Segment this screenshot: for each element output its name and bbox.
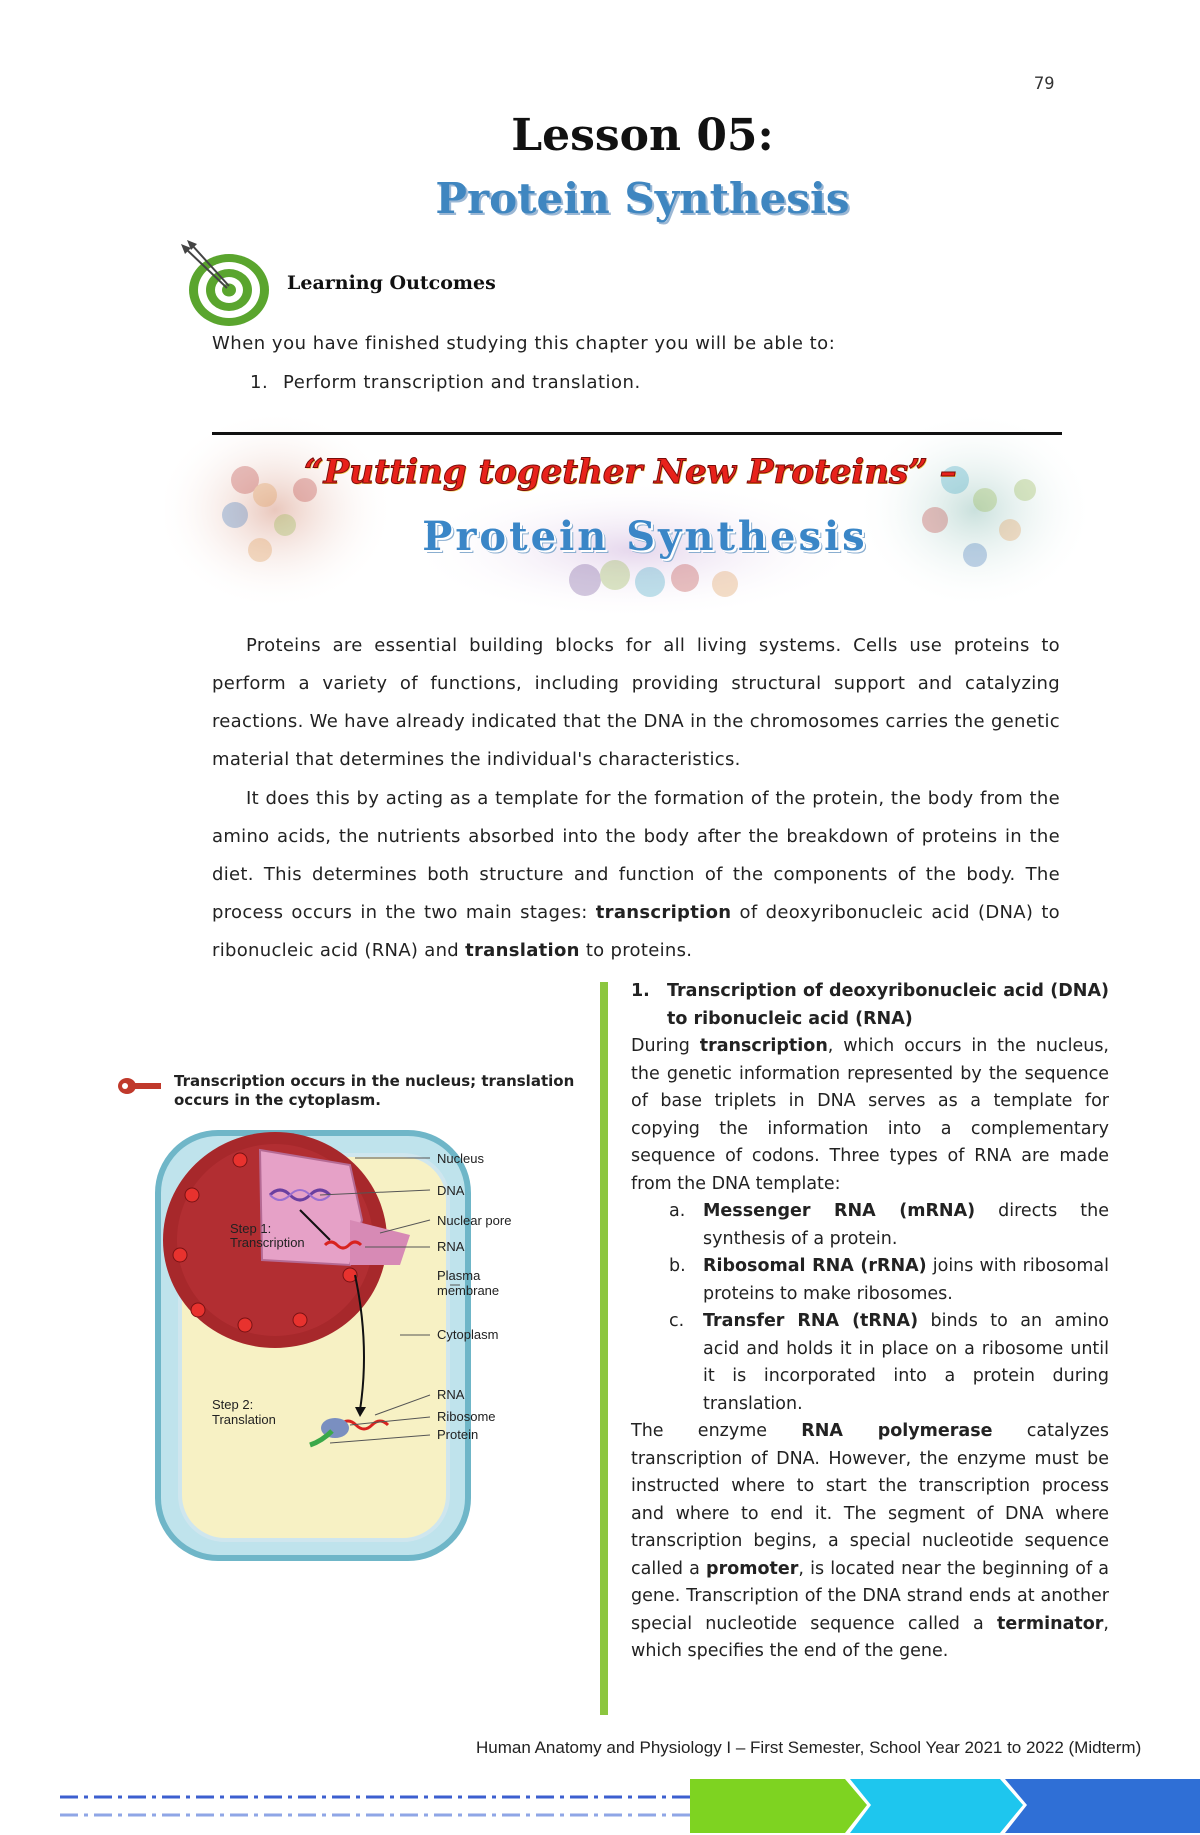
figure-caption: Transcription occurs in the nucleus; translation occurs in the cytoplasm.	[174, 1072, 575, 1109]
label-step1: Step 1:	[230, 1221, 272, 1236]
item-number: 1.	[250, 372, 269, 393]
paragraph-text: Proteins are essential building blocks for all living systems. Cells use proteins to perform a variety of functions, including providing structural support and catalyzing reactions. We have already indicated that the DNA in the chromosomes carries the genetic material that determines the individual's characteristics.	[212, 635, 1060, 770]
section-heading-text: Transcription of deoxyribonucleic acid (DNA) to ribonucleic acid (RNA)	[667, 981, 1109, 1029]
term-transcription: transcription	[595, 902, 732, 923]
key-icon	[117, 1077, 163, 1095]
closing-text: catalyzes transcription of DNA. However, the enzyme must be instructed where to start the transcription process and where to end it. The segment of DNA where transcription begins, a special nucleotide sequence called a	[631, 1421, 1109, 1579]
label-nuclear-pore: Nuclear pore	[437, 1213, 512, 1228]
section-accent-bar	[600, 982, 608, 1715]
label-plasma: Plasma	[437, 1268, 481, 1283]
term-mrna: Messenger RNA (mRNA)	[703, 1201, 976, 1221]
closing-text: The enzyme	[631, 1421, 802, 1441]
list-letter: b.	[669, 1256, 686, 1276]
term-translation: translation	[465, 940, 580, 961]
term-terminator: terminator	[997, 1613, 1104, 1634]
banner-quote: “Putting together New Proteins” –	[304, 452, 957, 492]
banner-divider	[212, 432, 1062, 435]
paragraph-text: of deoxyribonucleic acid (DNA) to ribonucleic acid (RNA) and	[212, 902, 1060, 961]
body-paragraph-1	[212, 627, 1060, 779]
term-rna-polymerase: RNA polymerase	[801, 1421, 993, 1441]
label-step2: Step 2:	[212, 1397, 254, 1412]
list-description: joins with ribosomal proteins to make ribosomes.	[703, 1256, 1109, 1304]
section-closing	[631, 1418, 1109, 1666]
transcription-section	[631, 978, 1109, 1666]
list-text	[703, 1253, 1109, 1308]
label-transcription: Transcription	[230, 1235, 305, 1250]
lesson-title: Lesson 05:	[511, 110, 774, 161]
paragraph-text: to proteins.	[579, 940, 693, 961]
list-item	[669, 1198, 1109, 1253]
list-letter: a.	[669, 1201, 686, 1221]
banner-title: Protein Synthesis	[422, 513, 868, 560]
body-paragraph-2	[212, 780, 1060, 970]
list-item	[669, 1253, 1109, 1308]
intro-text: , which occurs in the nucleus, the genetic information represented by the sequence of base triplets in DNA serves as a template for copying the information into a complementary sequence of codons. Three types of RNA are made from the DNA template:	[631, 1036, 1109, 1194]
footer-decoration	[55, 1775, 1200, 1835]
cell-diagram	[150, 1125, 610, 1565]
list-item	[669, 1308, 1109, 1418]
footer-text: Human Anatomy and Physiology I – First Semester, School Year 2021 to 2022 (Midterm)	[476, 1738, 1142, 1757]
closing-text: , is located near the beginning of a gene. Transcription of the DNA strand ends at another special nucleotide sequence called a	[631, 1558, 1110, 1634]
list-letter: c.	[669, 1311, 685, 1331]
label-ribosome: Ribosome	[437, 1409, 496, 1424]
item-text: Perform transcription and translation.	[283, 372, 641, 393]
term-rrna: Ribosomal RNA (rRNA)	[703, 1256, 927, 1276]
label-membrane: membrane	[437, 1283, 500, 1298]
term-transcription: transcription	[699, 1036, 828, 1056]
label-rna-2: RNA	[437, 1387, 465, 1402]
label-nucleus: Nucleus	[437, 1151, 484, 1166]
list-description: binds to an amino acid and holds it in place on a ribosome until it is incorporated into a protein during translation.	[703, 1311, 1109, 1414]
label-dna: DNA	[437, 1183, 465, 1198]
label-cytoplasm: Cytoplasm	[437, 1327, 499, 1342]
closing-text: , which specifies the end of the gene.	[631, 1613, 1109, 1661]
term-promoter: promoter	[706, 1558, 799, 1579]
section-intro	[631, 1033, 1109, 1198]
paragraph-text: It does this by acting as a template for the formation of the protein, the body from the amino acids, the nutrients absorbed into the body after the breakdown of proteins in the diet. This determines both structure and function of the components of the body. The process occurs in the two main stages:	[212, 788, 1060, 923]
intro-text: During	[631, 1036, 700, 1056]
label-rna-1: RNA	[437, 1239, 465, 1254]
list-text	[703, 1308, 1109, 1418]
term-trna: Transfer RNA (tRNA)	[703, 1311, 919, 1331]
lesson-subtitle: Protein Synthesis	[435, 174, 850, 223]
list-text	[703, 1198, 1109, 1253]
section-heading	[631, 978, 1109, 1033]
list-description: directs the synthesis of a protein.	[703, 1201, 1109, 1249]
label-protein: Protein	[437, 1427, 479, 1442]
page-number: 79	[1034, 74, 1055, 94]
cell-illustration	[150, 1125, 610, 1565]
learning-outcome-item	[250, 372, 641, 393]
target-icon	[177, 240, 277, 330]
learning-outcomes-label: Learning Outcomes	[287, 272, 496, 294]
learning-outcomes-intro: When you have finished studying this chapter you will be able to:	[212, 333, 836, 354]
section-number: 1.	[631, 981, 650, 1001]
label-translation: Translation	[212, 1412, 276, 1427]
